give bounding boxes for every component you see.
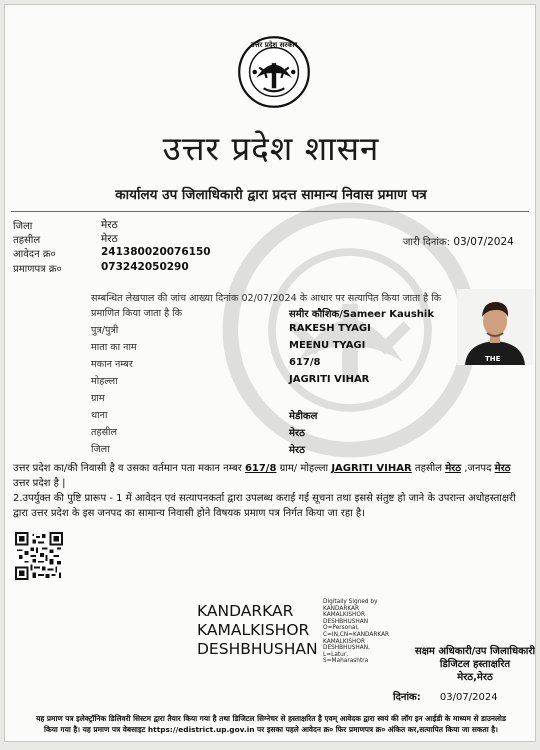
officer-title: सक्षम अधिकारी/उप जिलाधिकारी (414, 646, 536, 657)
para-house-number: 617/8 (244, 463, 277, 474)
certificate-page (4, 4, 536, 742)
para-locality: JAGRITI VIHAR (331, 463, 412, 474)
officer-designation (407, 645, 536, 684)
digital-signature-line: C=IN,CN=KANDARKAR (323, 631, 390, 638)
district-label: जिला (13, 221, 33, 232)
digital-signature-line: O=Personal, (323, 625, 359, 632)
signatory-name-line: KANDARKAR (197, 602, 294, 620)
para-text: ,जनपद (461, 463, 495, 474)
digital-signature-line: KAMALKISHOR (323, 638, 366, 645)
detail-label: पुत्र/पुत्री (91, 325, 119, 336)
detail-value-police-station: मेडीकल (289, 411, 318, 422)
application-number-value: 241380020076150 (101, 246, 211, 258)
verification-intro: सम्बन्धित लेखपाल की जांच आख्या दिनांक 02/07/2024 के आधार पर सत्यापित किया जाता है कि (91, 293, 442, 304)
footer-line: यह प्रमाण पत्र इलेक्ट्रॉनिक डिलिवरी सिस्टम द्वारा तैयार किया गया है तथा डिजिटल सिग्नेचर से हस्ताक्षरित है एवम् आवेदक द्वारा स्वयं की लॉग इन आईडी के माध्यम से डाउनलोड (36, 714, 506, 723)
detail-value-father: RAKESH TYAGI (289, 323, 371, 334)
signatory-name (197, 602, 318, 659)
issue-date-value: 03/07/2024 (453, 236, 514, 248)
emblem-text: उत्तर प्रदेश सरकार (250, 41, 298, 49)
detail-value-district: मेरठ (289, 445, 305, 456)
confirmation-statement: 2.उपर्युक्त की पुष्टि प्रारूप - 1 में आवेदन एवं सत्यापनकर्ता द्वारा उपलब्ध कराई गई सूचना तथा इससे संतुष्ट हो जाने के उपरान्त अधोहस्ताक्षरी द्वारा उत्तर प्रदेश के इस जनपद का सामान्य निवासी होने विषयक प्रमाण पत्र निर्गत किया जा रहा है। (13, 493, 516, 519)
shirt-text: THE (485, 355, 501, 363)
signed-date (393, 689, 498, 703)
detail-label: माता का नाम (91, 342, 137, 353)
digital-signature-line: DESHBHUSHAN, (323, 645, 370, 652)
digital-signature-line: KAMALKISHOR (323, 612, 366, 619)
para-text: तहसील (411, 463, 446, 474)
digital-signature-line: Digitally Signed by (323, 599, 378, 605)
district-value: मेरठ (101, 219, 118, 231)
residence-statement (13, 461, 529, 491)
signatory-name-line: DESHBHUSHAN (197, 640, 318, 658)
tehsil-value: मेरठ (101, 233, 118, 245)
signed-date-value: 03/07/2024 (439, 692, 498, 703)
detail-label: ग्राम (91, 393, 105, 404)
detail-value-name: समीर कौशिक/Sameer Kaushik (289, 309, 435, 320)
certificate-number-value: 073242050290 (101, 261, 189, 273)
page-title: उत्तर प्रदेश शासन (162, 129, 380, 168)
certificate-subtitle: कार्यालय उप जिलाधिकारी द्वारा प्रदत्त सामान्य निवास प्रमाण पत्र (115, 187, 427, 203)
digital-signature-line: L=Latur, (323, 651, 349, 658)
digital-signature-line: KANDARKAR (323, 605, 360, 612)
signatory-name-line: KAMALKISHOR (197, 621, 310, 639)
detail-label: थाना (91, 410, 108, 421)
detail-value-tehsil: मेरठ (289, 428, 305, 439)
detail-label: जिला (91, 444, 110, 455)
tehsil-label: तहसील (13, 235, 41, 246)
footer-note (13, 713, 529, 735)
detail-value-mother: MEENU TYAGI (289, 340, 366, 351)
qr-code-icon[interactable] (15, 532, 63, 580)
digital-signature-line: DESHBHUSHAN (323, 618, 369, 625)
digital-signature-details (323, 599, 403, 665)
para-text: ग्राम/ मोहल्ला (276, 463, 332, 474)
detail-label: तहसील (91, 427, 118, 438)
digital-signature-line: S=Maharashtra (323, 658, 369, 665)
header-divider (11, 211, 529, 212)
para-text: उत्तर प्रदेश का/की निवासी है व उसका वर्तमान पता मकान नम्बर (13, 463, 245, 474)
detail-label: मकान नम्बर (91, 359, 133, 370)
footer-line: किया गया है। यह प्रमाण पत्र वेबसाइट https://edistrict.up.gov.in पर इसका पहले आवेदन क्र० फिर प्रमाणपत्र क्र० अंकित कर,सत्यापित किया जा सकता है। (44, 725, 498, 734)
issue-date-label: जारी दिनांक: (403, 237, 450, 248)
para-text: उत्तर प्रदेश है | (13, 478, 66, 489)
detail-label: मोहल्ला (91, 376, 118, 387)
officer-signed-note: डिजिटल हस्ताक्षरित (439, 659, 511, 670)
detail-label: प्रमाणित किया जाता है कि (91, 308, 183, 319)
detail-value-house: 617/8 (289, 357, 321, 368)
application-number-label: आवेदन क्र० (13, 249, 56, 260)
para-district: मेरठ (494, 463, 511, 474)
detail-value-locality: JAGRITI VIHAR (289, 374, 370, 385)
person-photo-icon (457, 289, 533, 365)
signed-date-label: दिनांक: (393, 692, 421, 703)
issue-date (403, 234, 514, 248)
applicant-photo (457, 289, 533, 365)
para-tehsil: मेरठ (445, 463, 462, 474)
officer-location: मेरठ,मेरठ (457, 672, 493, 683)
certificate-number-label: प्रमाणपत्र क्र० (13, 264, 62, 275)
